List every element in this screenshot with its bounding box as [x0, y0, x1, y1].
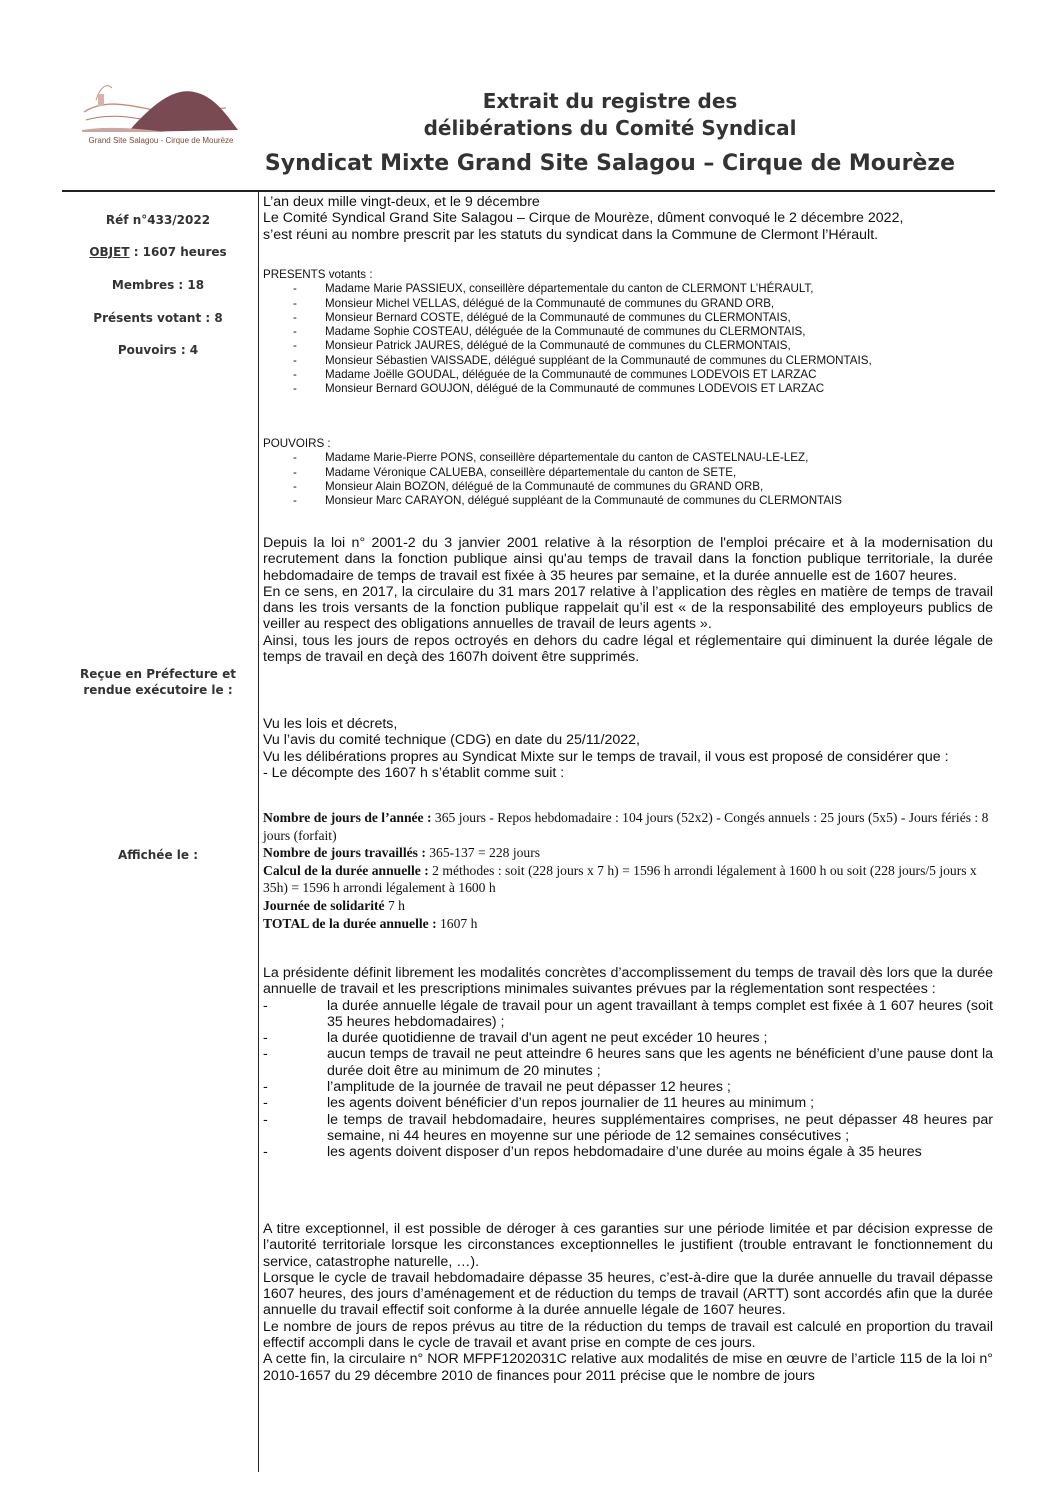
list-item: - la durée annuelle légale de travail pour un agent travaillant à temps complet est fixée à 1 607 heures (soit 35 heures hebdomadaires) ; — [263, 997, 993, 1030]
vu-line-1: Vu les lois et décrets, — [263, 716, 398, 732]
final-paragraph-4: A cette fin, la circulaire n° NOR MFPF1202031C relative aux modalités de mise en œuvre de l’article 115 de la loi n° 2010-1657 du 29 décembre 2010 de finances pour 2011 précise que le nombre de jours — [263, 1351, 993, 1384]
list-item: - l’amplitude de la journée de travail ne peut dépasser 12 heures ; — [263, 1079, 731, 1096]
final-block — [263, 1221, 993, 1384]
list-item: - Monsieur Sébastien VAISSADE, délégué suppléant de la Communauté de communes du CLERMONTAIS, — [293, 353, 872, 367]
final-paragraph-1: A titre exceptionnel, il est possible de déroger à ces garanties sur une période limitée et par décision expresse de l’autorité territoriale lorsque les circonstances exceptionnelles le justifient (trouble entravant le fonctionnement du service, catastrophe naturelle, …). — [263, 1221, 993, 1270]
list-item: - Madame Véronique CALUEBA, conseillère départementale du canton de SETE, — [293, 465, 737, 479]
sidebar-recue-1: Reçue en Préfecture et — [80, 667, 236, 681]
list-item: - les agents doivent bénéficier d’un repos journalier de 11 heures au minimum ; — [263, 1095, 815, 1112]
final-paragraph-2: Lorsque le cycle de travail hebdomadaire dépasse 35 heures, c’est-à-dire que la durée annuelle du travail dépasse 1607 heures, des jours d’aménagement et de réduction du temps de travail (ARTT) sont accordés afin que la durée annuelle du travail effectif soit conforme à la durée annuelle légale de 1607 heures. — [263, 1269, 993, 1319]
intro-block — [263, 194, 993, 243]
list-item: - Madame Marie-Pierre PONS, conseillère départementale du canton de CASTELNAU-LE-LEZ, — [293, 451, 809, 465]
body-block — [263, 535, 993, 665]
header-line-3: Syndicat Mixte Grand Site Salagou – Cirque de Mourèze — [264, 151, 956, 176]
list-item: - Madame Marie PASSIEUX, conseillère départementale du canton de CLERMONT L’HÉRAULT, — [293, 282, 814, 296]
list-item: - les agents doivent disposer d’un repos hebdomadaire d’une durée au moins égale à 35 heures — [263, 1144, 922, 1161]
list-item: - Madame Joëlle GOUDAL, déléguée de la Communauté de communes LODEVOIS ET LARZAC — [293, 367, 817, 381]
list-item: - Monsieur Bernard GOUJON, délégué de la Communauté de communes LODEVOIS ET LARZAC — [293, 382, 825, 396]
calc-line-1: Nombre de jours de l’année : 365 jours - Repos hebdomadaire : 104 jours (52x2) - Congés annuels : 25 jours (5x5) - Jours fériés : 8 jours (forfait) — [263, 810, 989, 843]
list-item: - Monsieur Marc CARAYON, délégué suppléant de la Communauté de communes du CLERMONTAIS — [293, 494, 843, 508]
pouvoirs-list — [263, 451, 993, 508]
list-item: - Monsieur Alain BOZON, délégué de la Communauté de communes du GRAND ORB, — [293, 479, 764, 493]
vu-line-3: Vu les délibérations propres au Syndicat Mixte sur le temps de travail, il vous est proposé de considérer que : — [263, 748, 949, 765]
objet-label: OBJET — [89, 245, 130, 259]
sidebar-presents: Présents votant : 8 — [93, 311, 223, 325]
final-paragraph-3: Le nombre de jours de repos prévus au titre de la réduction du temps de travail est calculé en proportion du travail effectif accompli dans le cycle de travail et avant prise en compte de ces jours. — [263, 1318, 993, 1352]
list-item: - Madame Sophie COSTEAU, déléguée de la Communauté de communes du CLERMONTAIS, — [293, 325, 806, 339]
vu-line-2: Vu l’avis du comité technique (CDG) en date du 25/11/2022, — [263, 732, 640, 749]
sidebar-recue-2: rendue exécutoire le : — [83, 683, 233, 697]
calc-line-2: Nombre de jours travaillés : 365-137 = 228 jours — [263, 845, 541, 861]
presidente-intro: La présidente définit librement les modalités concrètes d’accomplissement du temps de travail dès lors que la durée annuelle de travail et les prescriptions minimales suivantes prévues par la réglementation sont respectées : — [263, 965, 993, 998]
list-item: - Monsieur Michel VELLAS, délégué de la Communauté de communes du GRAND ORB, — [293, 296, 775, 310]
body-paragraph-1: Depuis la loi n° 2001-2 du 3 janvier 2001 relative à la résorption de l'emploi précaire et à la modernisation du recrutement dans la fonction publique ainsi qu'au temps de travail dans la fonction publique territoriale, la durée hebdomadaire de temps de travail est fixée à 35 heures par semaine, et la durée annuelle est de 1607 heures. — [263, 535, 993, 584]
pouvoirs-title: POUVOIRS : — [263, 437, 331, 450]
sidebar-affichee: Affichée le : — [117, 848, 198, 862]
intro-line-3: s’est réuni au nombre prescrit par les statuts du syndicat dans la Commune de Clermont l’Hérault. — [263, 226, 879, 243]
header-line-1: Extrait du registre des — [482, 89, 738, 113]
list-item: - Monsieur Bernard COSTE, délégué de la Communauté de communes du CLERMONTAIS, — [293, 310, 791, 324]
list-item: - le temps de travail hebdomadaire, heures supplémentaires comprises, ne peut dépasser 48 heures par semaine, ni 44 heures en moyenne sur une période de 12 semaines consécutives ; — [263, 1111, 993, 1144]
sidebar-pouvoirs: Pouvoirs : 4 — [117, 343, 199, 357]
list-item: - Monsieur Patrick JAURES, délégué de la Communauté de communes du CLERMONTAIS, — [293, 339, 791, 353]
pouvoirs-block — [263, 437, 993, 508]
presidente-block — [263, 965, 993, 1161]
list-item: - aucun temps de travail ne peut atteindre 6 heures sans que les agents ne bénéficient d’une pause dont la durée doit être au minimum de 20 minutes ; — [263, 1046, 993, 1079]
calc-line-4: Journée de solidarité 7 h — [263, 897, 405, 913]
calc-block — [263, 809, 993, 932]
objet-value: : 1607 heures — [129, 245, 227, 259]
presents-title: PRESENTS votants : — [263, 268, 373, 281]
intro-line-1: L’an deux mille vingt-deux, et le 9 décembre — [263, 194, 540, 210]
logo-caption: Grand Site Salagou - Cirque de Mourèze — [88, 136, 234, 145]
header-line-2: délibérations du Comité Syndical — [423, 116, 797, 140]
presents-block — [263, 268, 993, 397]
column-divider — [258, 190, 259, 1472]
sidebar-membres: Membres : 18 — [111, 278, 205, 292]
body-paragraph-2: En ce sens, en 2017, la circulaire du 31 mars 2017 relative à l’application des règles en matière de temps de travail dans les trois versants de la fonction publique rappelait qu’il est « de la responsabilité des employeurs publics de veiller au respect des obligations annuelles de travail de leurs agents ». — [263, 583, 993, 633]
presents-list — [263, 282, 993, 396]
body-paragraph-3: Ainsi, tous les jours de repos octroyés en dehors du cadre légal et réglementaire qui diminuent la durée légale de temps de travail en deçà des 1607h doivent être supprimés. — [263, 632, 993, 666]
sidebar-ref: Réf n°433/2022 — [105, 213, 211, 227]
decompte-line: - Le décompte des 1607 h s’établit comme suit : — [263, 764, 565, 781]
calc-line-5: TOTAL de la durée annuelle : 1607 h — [263, 915, 478, 931]
intro-line-2: Le Comité Syndical Grand Site Salagou – Cirque de Mourèze, dûment convoqué le 2 décembre 2022, — [263, 210, 904, 227]
vu-block — [263, 716, 993, 781]
list-item: - la durée quotidienne de travail d'un agent ne peut excéder 10 heures ; — [263, 1030, 768, 1047]
sidebar-objet — [62, 244, 254, 260]
calc-line-3: Calcul de la durée annuelle : 2 méthodes : soit (228 jours x 7 h) = 1596 h arrondi légalement à 1600 h ou soit (228 jours/5 jours x 35h) = 1596 h arrondi légalement à 1600 h — [263, 862, 977, 896]
header-rule — [62, 190, 995, 192]
